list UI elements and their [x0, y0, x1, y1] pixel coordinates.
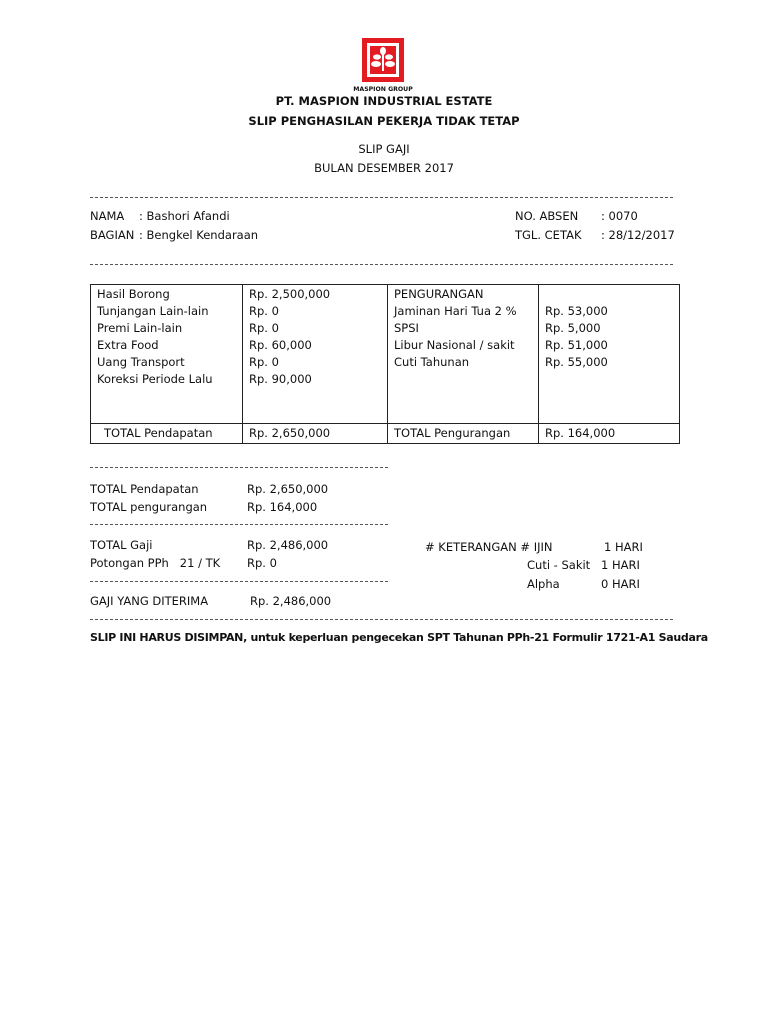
slip-period: BULAN DESEMBER 2017	[314, 161, 454, 175]
logo-wordmark: MASPION GROUP	[353, 86, 413, 93]
table-total-row	[91, 424, 680, 444]
total-deductions-value-cell	[539, 424, 680, 444]
deductions-header: PENGURANGAN	[394, 287, 484, 301]
summary-total-pendapatan-value: Rp. 2,650,000	[247, 482, 329, 496]
earning-value: Rp. 60,000	[249, 338, 312, 352]
earnings-labels-cell	[91, 285, 243, 424]
absen-label: NO. ABSEN	[515, 209, 579, 223]
slip-title: SLIP GAJI	[358, 142, 410, 156]
deduction-label: Libur Nasional / sakit	[394, 338, 515, 352]
deduction-label: Cuti Tahunan	[394, 355, 470, 369]
deduction-label: SPSI	[394, 321, 419, 335]
company-name: PT. MASPION INDUSTRIAL ESTATE	[275, 94, 493, 108]
print-date-label: TGL. CETAK	[515, 228, 582, 242]
total-gaji-value: Rp. 2,486,000	[247, 538, 329, 552]
earning-value: Rp. 0	[249, 321, 279, 335]
divider	[90, 524, 388, 525]
deduction-value: Rp. 55,000	[545, 355, 608, 369]
earning-label: Extra Food	[97, 338, 159, 352]
name-value: : Bashori Afandi	[139, 209, 230, 223]
earning-value: Rp. 0	[249, 304, 279, 318]
department-value: : Bengkel Kendaraan	[139, 228, 259, 242]
footer-note: SLIP INI HARUS DISIMPAN, untuk keperluan pengecekan SPT Tahunan PPh-21 Formulir 1721-A1 Saudara	[90, 631, 708, 644]
deduction-value: Rp. 53,000	[545, 304, 608, 318]
summary-total-pengurangan-value: Rp. 164,000	[247, 500, 318, 514]
name-label: NAMA	[90, 209, 125, 223]
table-body-row	[91, 285, 680, 424]
document-title: SLIP PENGHASILAN PEKERJA TIDAK TETAP	[248, 114, 520, 128]
net-salary-value: Rp. 2,486,000	[250, 594, 332, 608]
pph-value: Rp. 0	[247, 556, 277, 570]
total-deductions-value: Rp. 164,000	[545, 426, 616, 440]
print-date-value: : 28/12/2017	[601, 228, 675, 242]
deduction-value: Rp. 51,000	[545, 338, 608, 352]
salary-table	[90, 284, 680, 444]
earnings-values-cell	[243, 285, 388, 424]
divider	[90, 619, 673, 620]
divider	[90, 264, 673, 265]
total-earnings-value-cell	[243, 424, 388, 444]
deductions-values-cell	[539, 285, 680, 424]
total-earnings-value: Rp. 2,650,000	[249, 426, 331, 440]
deduction-label: Jaminan Hari Tua 2 %	[394, 304, 517, 318]
earning-label: Tunjangan Lain-lain	[97, 304, 209, 318]
total-deductions-label-cell	[388, 424, 539, 444]
cuti-sakit-label: Cuti - Sakit	[527, 558, 591, 572]
earning-value: Rp. 2,500,000	[249, 287, 331, 301]
total-earnings-label: TOTAL Pendapatan	[104, 426, 213, 440]
total-gaji-label: TOTAL Gaji	[90, 538, 153, 552]
earning-label: Premi Lain-lain	[97, 321, 183, 335]
divider	[90, 197, 673, 198]
summary-total-pengurangan-label: TOTAL pengurangan	[90, 500, 208, 514]
total-earnings-label-cell	[91, 424, 243, 444]
maspion-logo	[353, 38, 413, 96]
ijin-value: 1 HARI	[604, 540, 643, 554]
deduction-value: Rp. 5,000	[545, 321, 601, 335]
summary-total-pendapatan-label: TOTAL Pendapatan	[90, 482, 199, 496]
alpha-value: 0 HARI	[601, 577, 640, 591]
earning-label: Hasil Borong	[97, 287, 170, 301]
earning-value: Rp. 0	[249, 355, 279, 369]
earning-label: Uang Transport	[97, 355, 185, 369]
deductions-labels-cell	[388, 285, 539, 424]
total-deductions-label: TOTAL Pengurangan	[394, 426, 511, 440]
maspion-logo-icon	[353, 38, 413, 96]
net-salary-label: GAJI YANG DITERIMA	[90, 594, 209, 608]
absen-value: : 0070	[601, 209, 638, 223]
pph-label: Potongan PPh 21 / TK	[90, 556, 221, 570]
keterangan-title: # KETERANGAN # IJIN	[425, 540, 553, 554]
alpha-label: Alpha	[527, 577, 560, 591]
earning-label: Koreksi Periode Lalu	[97, 372, 213, 386]
department-label: BAGIAN	[90, 228, 135, 242]
earning-value: Rp. 90,000	[249, 372, 312, 386]
divider	[90, 467, 388, 468]
divider	[90, 581, 388, 582]
cuti-sakit-value: 1 HARI	[601, 558, 640, 572]
